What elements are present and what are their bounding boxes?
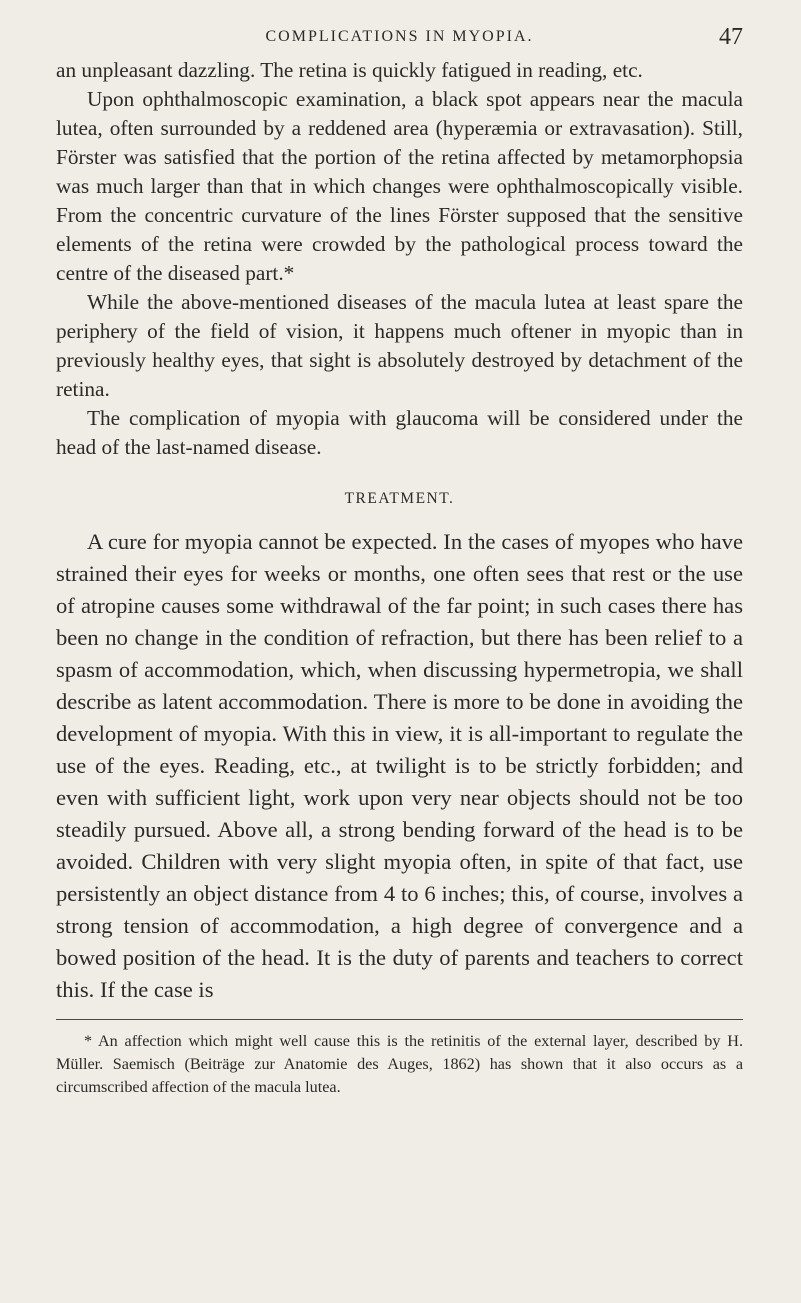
- footnote-divider: [56, 1019, 743, 1020]
- page-number: 47: [719, 24, 743, 50]
- running-title: COMPLICATIONS IN MYOPIA.: [265, 28, 534, 45]
- paragraph-detachment: While the above-mentioned diseases of the macula lutea at least spare the periphery of the field of vision, it happens much oftener in myopic than in previously healthy eyes, that sight is absolutely destroyed by detachment of the retina.: [56, 290, 743, 401]
- body-text: [56, 56, 743, 1006]
- section-heading: TREATMENT.: [344, 490, 455, 507]
- paragraph-glaucoma: The complication of myopia with glaucoma will be considered under the head of the last-named disease.: [56, 406, 743, 459]
- running-head: [56, 26, 743, 56]
- paragraph-continued: an unpleasant dazzling. The retina is quickly fatigued in reading, etc.: [56, 58, 643, 82]
- footnote: * An affection which might well cause this is the retinitis of the external layer, described by H. Müller. Saemisch (Beiträge zur Anatomie des Auges, 1862) has shown that it also occurs as a circumscribed affection of the macula lutea.: [56, 1032, 743, 1096]
- paragraph-treatment: A cure for myopia cannot be expected. In the cases of myopes who have strained their eyes for weeks or months, one often sees that rest or the use of atropine causes some withdrawal of the far point; in such cases there has been no change in the condition of refraction, but there has been relief to a spasm of accommodation, which, when discussing hypermetropia, we shall describe as latent accommodation. There is more to be done in avoiding the development of myopia. With this in view, it is all-important to regulate the use of the eyes. Reading, etc., at twilight is to be strictly forbidden; and even with sufficient light, work upon very near objects should not be too steadily pursued. Above all, a strong bending forward of the head is to be avoided. Children with very slight myopia often, in spite of that fact, use persistently an object distance from 4 to 6 inches; this, of course, involves a strong tension of accommodation, a high degree of convergence and a bowed position of the head. It is the duty of parents and teachers to correct this. If the case is: [56, 529, 743, 1002]
- paragraph-ophthalmoscopic: Upon ophthalmoscopic examination, a black spot appears near the macula lutea, often surrounded by a reddened area (hyperæmia or extravasation). Still, Förster was satisfied that the portion of the retina affected by metamorphopsia was much larger than that in which changes were ophthalmoscopically visible. From the concentric curvature of the lines Förster supposed that the sensitive elements of the retina were crowded by the pathological process toward the centre of the diseased part.*: [56, 87, 743, 285]
